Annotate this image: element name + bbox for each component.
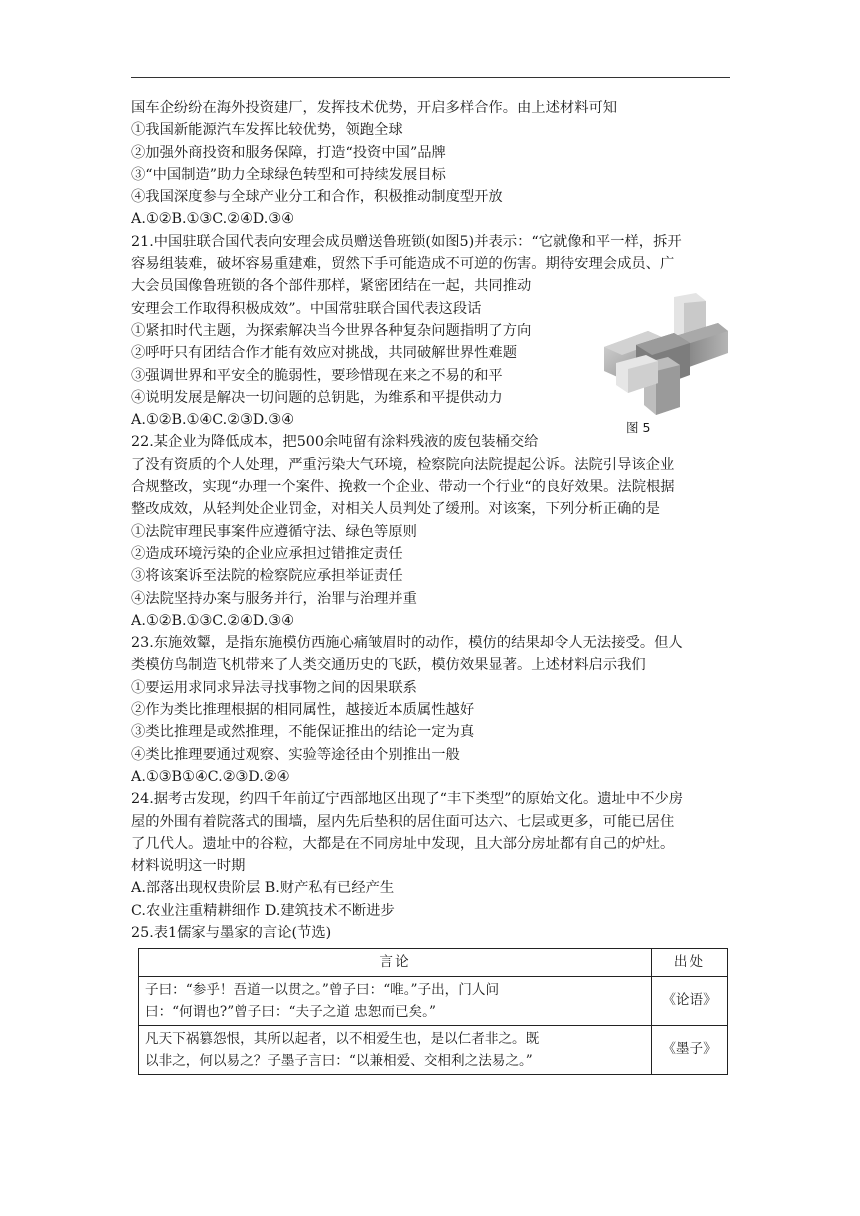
quotes-table	[138, 948, 728, 1074]
quotes-table-wrapper	[138, 948, 728, 1074]
source-cell: 《论语》	[652, 976, 728, 1025]
option-3: ③强调世界和平安全的脆弱性，要珍惜现在来之不易的和平	[131, 367, 503, 384]
option-2: ②加强外商投资和服务保障，打造“投资中国”品牌	[131, 144, 446, 161]
option-3: ③类比推理是或然推理，不能保证推出的结论一定为真	[131, 724, 475, 741]
figure-caption: 图 5	[626, 419, 651, 435]
luban-lock-figure	[596, 293, 731, 448]
source-cell: 《墨子》	[652, 1025, 728, 1074]
quote-line: 曰：“何谓也?”曾子曰：“夫子之道 忠恕而已矣。”	[145, 1003, 436, 1020]
quote-line: 子曰：“参乎！吾道一以贯之。”曾子曰：“唯。”子出，门人问	[145, 981, 500, 998]
quote-line: 以非之，何以易之？子墨子言曰：“以兼相爱、交相利之法易之。”	[145, 1052, 533, 1069]
question-stem-line: 了几代人。遗址中的谷粒，大都是在不同房址中发现，且大部分房址都有自己的炉灶。	[131, 835, 675, 852]
question-21	[131, 231, 731, 435]
column-header-quote: 言论	[139, 949, 652, 976]
option-2: ②作为类比推理根据的相同属性，越接近本质属性越好	[131, 702, 475, 719]
exam-page	[131, 97, 731, 1075]
option-4: ④法院坚持办案与服务并行，治罪与治理并重	[131, 590, 417, 607]
quote-cell	[139, 1025, 652, 1074]
question-stem-line: 材料说明这一时期	[131, 858, 246, 875]
answer-choices: A.①②B.①③C.②④D.③④	[131, 211, 294, 228]
luban-lock-image	[596, 293, 731, 415]
option-4: ④说明发展是解决一切问题的总钥匙，为维系和平提供动力	[131, 389, 503, 406]
option-1: ①法院审理民事案件应遵循守法、绿色等原则	[131, 523, 417, 540]
question-stem-line: 类模仿鸟制造飞机带来了人类交通历史的飞跃，模仿效果显著。上述材料启示我们	[131, 657, 646, 674]
table-header-row	[139, 949, 728, 976]
question-20	[131, 97, 731, 231]
header-rule	[131, 77, 730, 78]
option-1: ①我国新能源汽车发挥比较优势，领跑全球	[131, 122, 403, 139]
question-stem-line: 安理会工作取得积极成效”。中国常驻联合国代表这段话	[131, 300, 482, 317]
question-stem-line: 大会员国像鲁班锁的各个部件那样，紧密团结在一起，共同推动	[131, 278, 532, 295]
table-row	[139, 1025, 728, 1074]
question-stem-line: 整改成效，从轻判处企业罚金，对相关人员判处了缓刑。对该案，下列分析正确的是	[131, 501, 660, 518]
question-25	[131, 922, 731, 1075]
option-3: ③将该案诉至法院的检察院应承担举证责任	[131, 568, 403, 585]
question-stem-line: 22.某企业为降低成本，把500余吨留有涂料残液的废包装桶交给	[131, 434, 539, 451]
table-row	[139, 976, 728, 1025]
quote-cell	[139, 976, 652, 1025]
answer-choices: A.①③B①④C.②③D.②④	[131, 768, 290, 785]
quote-line: 凡天下祸篡怨恨，其所以起者，以不相爱生也，是以仁者非之。既	[145, 1030, 540, 1047]
column-header-source: 出处	[652, 949, 728, 976]
answer-choices: A.部落出现权贵阶层 B.财产私有已经产生	[131, 880, 395, 897]
answer-choices: C.农业注重精耕细作 D.建筑技术不断进步	[131, 902, 395, 919]
question-22	[131, 431, 731, 632]
question-24	[131, 788, 731, 922]
question-stem-line: 合规整改，实现“办理一个案件、挽救一个企业、带动一个行业“的良好效果。法院根据	[131, 479, 675, 496]
question-stem-line: 屋的外围有着院落式的围墙，屋内先后垫积的居住面可达六、七层或更多，可能已居住	[131, 813, 675, 830]
option-3: ③“中国制造”助力全球绿色转型和可持续发展目标	[131, 166, 446, 183]
option-4: ④类比推理要通过观察、实验等途径由个别推出一般	[131, 746, 460, 763]
option-2: ②造成环境污染的企业应承担过错推定责任	[131, 545, 403, 562]
option-2: ②呼吁只有团结合作才能有效应对挑战，共同破解世界性难题	[131, 345, 518, 362]
question-stem-line: 24.据考古发现，约四千年前辽宁西部地区出现了“丰下类型”的原始文化。遗址中不少房	[131, 791, 684, 808]
table-title: 25.表1儒家与墨家的言论(节选)	[131, 924, 332, 941]
answer-choices: A.①②B.①③C.②④D.③④	[131, 612, 294, 629]
option-1: ①紧扣时代主题，为探索解决当今世界各种复杂问题指明了方向	[131, 322, 532, 339]
option-1: ①要运用求同求异法寻找事物之间的因果联系	[131, 679, 417, 696]
option-4: ④我国深度参与全球产业分工和合作，积极推动制度型开放	[131, 189, 503, 206]
question-stem-line: 23.东施效颦，是指东施模仿西施心痛皱眉时的动作，模仿的结果却令人无法接受。但人	[131, 635, 683, 652]
question-stem-line: 了没有资质的个人处理，严重污染大气环境，检察院向法院提起公诉。法院引导该企业	[131, 456, 675, 473]
question-stem-line: 容易组装难，破坏容易重建难，贸然下手可能造成不可逆的伤害。期待安理会成员、广	[131, 256, 675, 273]
answer-choices: A.①②B.①④C.②③D.③④	[131, 412, 294, 429]
question-stem: 国车企纷纷在海外投资建厂，发挥技术优势，开启多样合作。由上述材料可知	[131, 100, 618, 116]
question-23	[131, 632, 731, 788]
question-stem-line: 21.中国驻联合国代表向安理会成员赠送鲁班锁(如图5)并表示：“它就像和平一样，拆开	[131, 233, 682, 250]
